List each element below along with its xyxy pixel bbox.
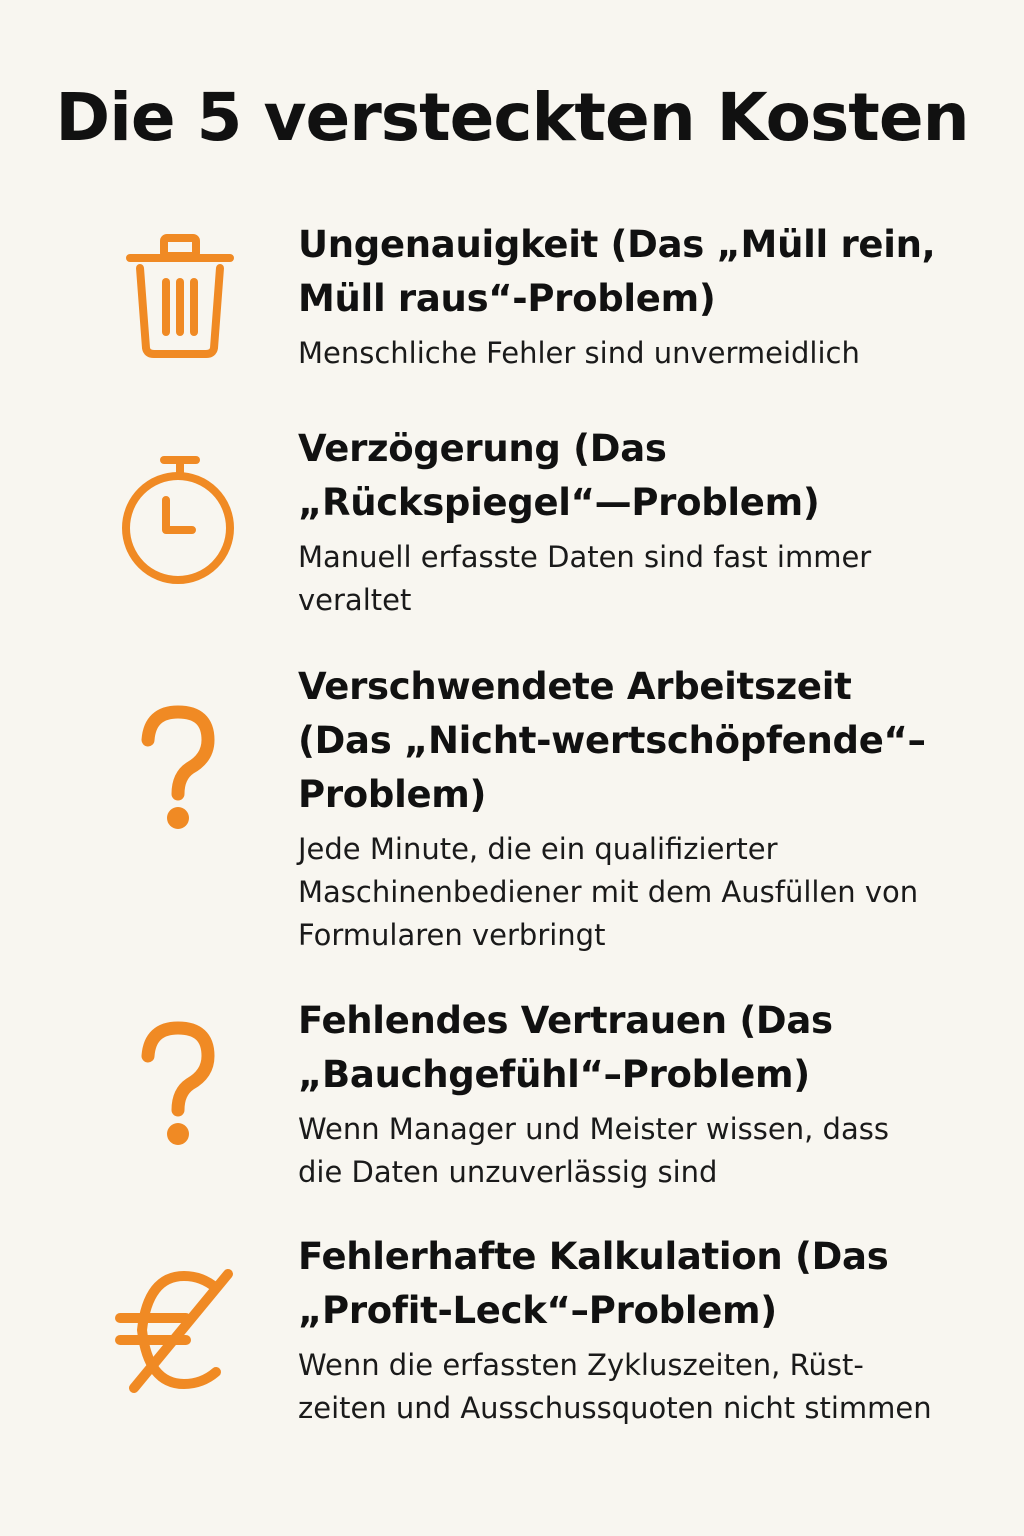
cost-item-description — [298, 536, 978, 622]
page-title: Die 5 versteckten Kosten — [55, 79, 969, 156]
heading-line: „Rückspiegel“—Problem) — [298, 481, 820, 524]
heading-line: Problem) — [298, 773, 487, 816]
question-mark-icon — [110, 1014, 250, 1154]
cost-item-description — [298, 1108, 978, 1194]
cost-item-heading — [298, 1230, 978, 1338]
heading-line: Fehlendes Vertrauen (Das — [298, 999, 833, 1042]
heading-line: (Das „Nicht-wertschöpfende“– — [298, 719, 926, 762]
trash-can-icon — [110, 222, 250, 362]
heading-line: Verzögerung (Das — [298, 427, 667, 470]
cost-item-description — [298, 1344, 978, 1430]
description-line: Formularen verbringt — [298, 918, 606, 952]
description-line: die Daten unzuverlässig sind — [298, 1155, 718, 1189]
cost-item-description — [298, 828, 978, 957]
description-line: Wenn die erfassten Zykluszeiten, Rüst- — [298, 1348, 864, 1382]
cost-item-text — [298, 422, 978, 622]
description-line: Menschliche Fehler sind unvermeidlich — [298, 336, 860, 370]
cost-item-heading — [298, 422, 978, 530]
question-mark-icon — [110, 698, 250, 838]
crossed-euro-icon — [110, 1260, 250, 1400]
heading-line: „Bauchgefühl“–Problem) — [298, 1053, 810, 1096]
cost-item-text — [298, 218, 978, 375]
cost-item-text — [298, 1230, 978, 1430]
description-line: zeiten und Ausschussquoten nicht stimmen — [298, 1391, 932, 1425]
cost-item-description — [298, 332, 978, 375]
cost-item-text — [298, 994, 978, 1194]
description-line: Jede Minute, die ein qualifizierter — [298, 832, 778, 866]
description-line: Maschinenbediener mit dem Ausfüllen von — [298, 875, 919, 909]
heading-line: Müll raus“-Problem) — [298, 277, 716, 320]
heading-line: Ungenauigkeit (Das „Müll rein, — [298, 223, 936, 266]
heading-line: Fehlerhafte Kalkulation (Das — [298, 1235, 889, 1278]
description-line: veraltet — [298, 583, 412, 617]
heading-line: Verschwendete Arbeitszeit — [298, 665, 852, 708]
heading-line: „Profit-Leck“–Problem) — [298, 1289, 777, 1332]
cost-item-heading — [298, 660, 978, 822]
cost-item-heading — [298, 994, 978, 1102]
description-line: Wenn Manager und Meister wissen, dass — [298, 1112, 889, 1146]
cost-item-heading — [298, 218, 978, 326]
stopwatch-icon — [110, 450, 250, 590]
cost-item-text — [298, 660, 978, 957]
description-line: Manuell erfasste Daten sind fast immer — [298, 540, 872, 574]
